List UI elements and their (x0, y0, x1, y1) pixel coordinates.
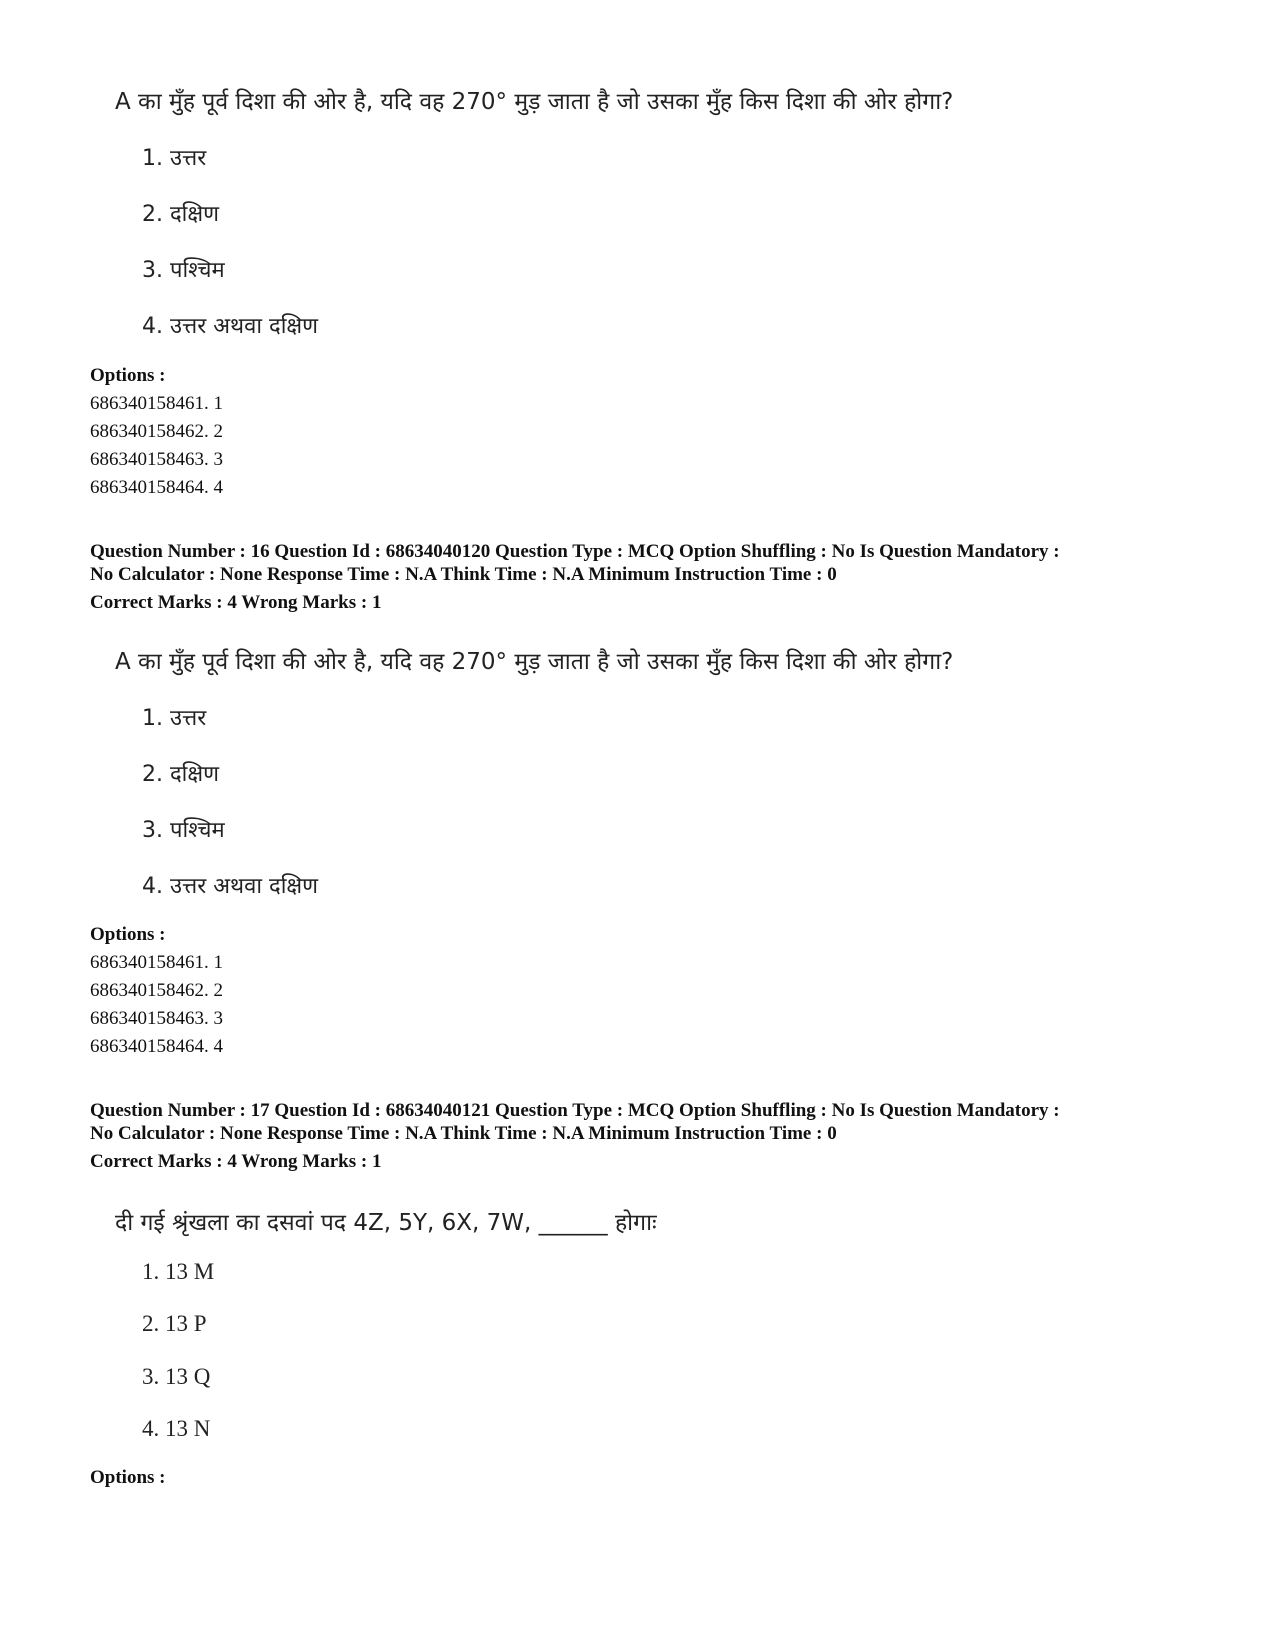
options-label: Options : (90, 365, 166, 386)
choice-4: 4. उत्तर अथवा दक्षिण (142, 874, 319, 899)
option-id-3: 686340158463. 3 (90, 449, 223, 470)
choice-2: 2. दक्षिण (142, 762, 220, 787)
marks-line: Correct Marks : 4 Wrong Marks : 1 (90, 592, 382, 613)
choice-3: 3. पश्चिम (142, 818, 225, 843)
choice-1: 1. उत्तर (142, 706, 207, 731)
question-meta-line-1: Question Number : 16 Question Id : 68634040120 Question Type : MCQ Option Shuffling : No Is Question Mandatory : (90, 541, 1060, 562)
marks-line: Correct Marks : 4 Wrong Marks : 1 (90, 1151, 382, 1172)
choice-1: 1. उत्तर (142, 146, 207, 171)
choice-4: 4. 13 N (142, 1416, 211, 1441)
question-meta-line-2: No Calculator : None Response Time : N.A Think Time : N.A Minimum Instruction Time : 0 (90, 564, 837, 585)
option-id-1: 686340158461. 1 (90, 952, 223, 973)
option-id-2: 686340158462. 2 (90, 421, 223, 442)
question-text: A का मुँह पूर्व दिशा की ओर है, यदि वह 270° मुड़ जाता है जो उसका मुँह किस दिशा की ओर होगा? (115, 89, 954, 115)
choice-3: 3. पश्चिम (142, 258, 225, 283)
question-text: A का मुँह पूर्व दिशा की ओर है, यदि वह 270° मुड़ जाता है जो उसका मुँह किस दिशा की ओर होगा? (115, 649, 954, 675)
question-text: दी गई श्रृंखला का दसवां पद 4Z, 5Y, 6X, 7W, ______ होगाः (115, 1210, 657, 1236)
choice-3: 3. 13 Q (142, 1364, 211, 1389)
option-id-4: 686340158464. 4 (90, 477, 223, 498)
question-meta-line-1: Question Number : 17 Question Id : 68634040121 Question Type : MCQ Option Shuffling : No Is Question Mandatory : (90, 1100, 1060, 1121)
option-id-4: 686340158464. 4 (90, 1036, 223, 1057)
option-id-3: 686340158463. 3 (90, 1008, 223, 1029)
choice-4: 4. उत्तर अथवा दक्षिण (142, 314, 319, 339)
question-meta-line-2: No Calculator : None Response Time : N.A Think Time : N.A Minimum Instruction Time : 0 (90, 1123, 837, 1144)
options-label: Options : (90, 1467, 166, 1488)
choice-2: 2. 13 P (142, 1311, 207, 1336)
options-label: Options : (90, 924, 166, 945)
option-id-2: 686340158462. 2 (90, 980, 223, 1001)
choice-2: 2. दक्षिण (142, 202, 220, 227)
option-id-1: 686340158461. 1 (90, 393, 223, 414)
choice-1: 1. 13 M (142, 1259, 215, 1284)
